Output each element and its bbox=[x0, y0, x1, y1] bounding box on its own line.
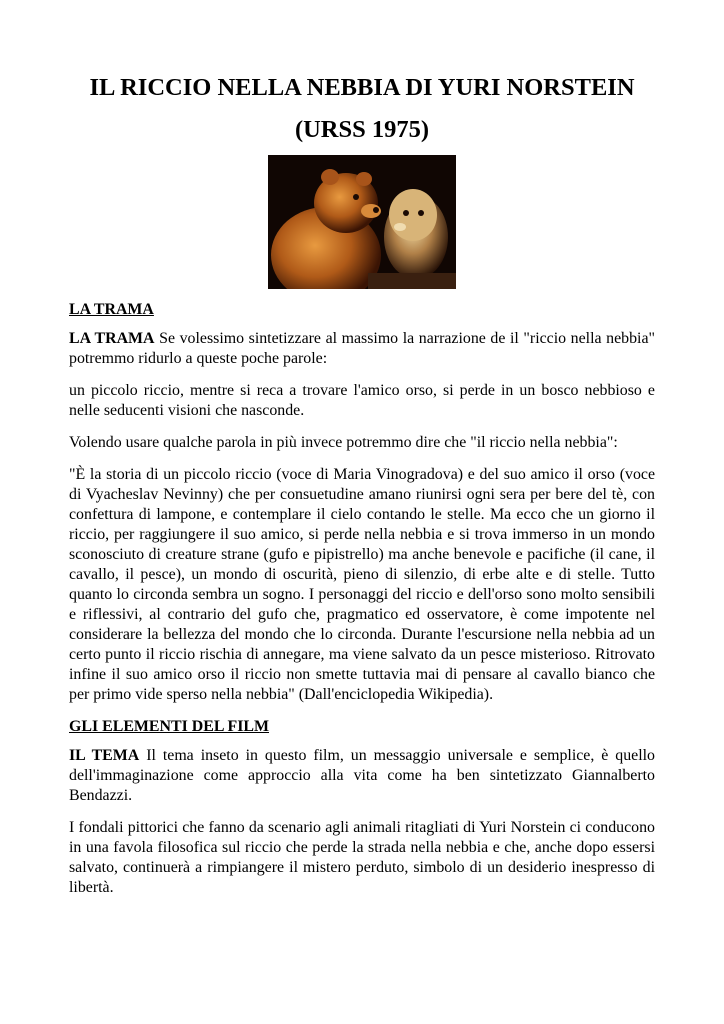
paragraph-lead: LA TRAMA bbox=[69, 330, 155, 347]
paragraph-text: Il tema inseto in questo film, un messaggio universale e semplice, è quello dell'immaginazione come approccio alla vita come ha ben sintetizzato Giannalberto Bendazzi. bbox=[69, 747, 656, 804]
paragraph: un piccolo riccio, mentre si reca a trovare l'amico orso, si perde in un bosco nebbioso e nelle seducenti visioni che nasconde. bbox=[69, 382, 655, 419]
title-line-2: (URSS 1975) bbox=[294, 116, 430, 143]
paragraph-text: Se volessimo sintetizzare al massimo la narrazione de il "riccio nella nebbia" potremmo ridurlo a queste poche parole: bbox=[69, 330, 655, 367]
paragraph: "È la storia di un piccolo riccio (voce di Maria Vinogradova) e del suo amico il orso (voce di Vyacheslav Nevinny) che per consuetudine amano riunirsi ogni sera per bere del tè, con confettura di lampone, e contemplare il cielo contando le stelle. Ma ecco che un giorno il riccio, per raggiungere il suo amico, si perde nella nebbia e si trova immerso in un mondo sconosciuto di creature strane (gufo e pipistrello) ma anche benevole e pacifiche (il cane, il cavallo, il pesce), un mondo di oscurità, pieno di silenzio, di erbe alte e di stelle. Tutto quanto lo circonda sembra un sogno. I personaggi del riccio e dell'orso sono molto sensibili e riflessivi, al contrario del gufo che, pragmatico ed osservatore, è come impotente nel considerare la bellezza del mondo che lo circonda. Durante l'escursione nella nebbia ad un certo punto il riccio rischia di annegare, ma viene salvato da un pesce misterioso. Ritrovato infine il suo amico orso il riccio non smette tuttavia mai di pensare al cavallo bianco che per primo vide sperso nella nebbia" (Dall'enciclopedia Wikipedia). bbox=[69, 466, 655, 703]
paragraph: Volendo usare qualche parola in più invece potremmo dire che "il riccio nella nebbia": bbox=[69, 434, 618, 451]
paragraph: I fondali pittorici che fanno da scenario agli animali ritagliati di Yuri Norstein ci conducono in una favola filosofica sul riccio che perde la strada nella nebbia e che, anche dopo essersi salvato, continuerà a rimpiangere il mistero perduto, simbolo di un desiderio inespresso di libertà. bbox=[69, 819, 655, 896]
paragraph bbox=[69, 746, 655, 806]
film-still-image bbox=[268, 155, 456, 289]
paragraph bbox=[69, 329, 655, 369]
section-heading-trama: LA TRAMA bbox=[69, 301, 154, 318]
title-line-1: IL RICCIO NELLA NEBBIA DI YURI NORSTEIN bbox=[89, 74, 635, 101]
document-body bbox=[69, 300, 655, 910]
film-still-bear-hedgehog-icon bbox=[268, 155, 456, 289]
paragraph-lead: IL TEMA bbox=[69, 747, 140, 764]
section-heading-elementi: GLI ELEMENTI DEL FILM bbox=[69, 718, 269, 735]
